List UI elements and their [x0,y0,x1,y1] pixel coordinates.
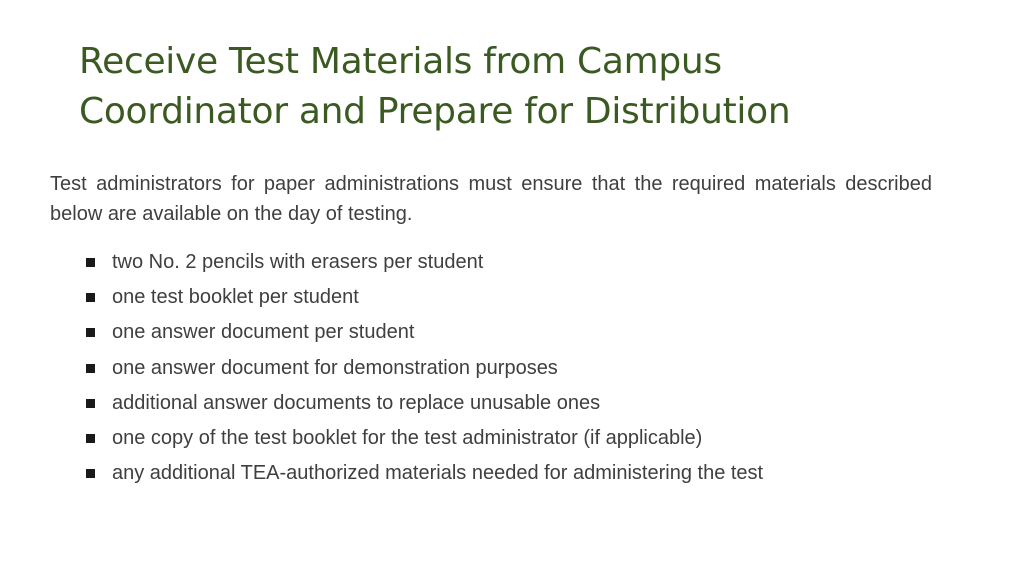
square-bullet-icon [86,328,95,337]
intro-paragraph: Test administrators for paper administrations must ensure that the required materials described below are available on the day of testing. [50,173,932,225]
list-item-text: one answer document per student [112,321,415,344]
list-item [84,353,763,388]
slide-title-line: Receive Test Materials from Campus [79,41,722,82]
list-item [84,423,763,458]
square-bullet-icon [86,399,95,408]
list-item-text: one copy of the test booklet for the test administrator (if applicable) [112,426,703,449]
list-item-text: additional answer documents to replace unusable ones [112,391,601,414]
square-bullet-icon [86,469,95,478]
square-bullet-icon [86,258,95,267]
slide-title [79,37,979,137]
list-item [84,247,763,282]
list-item-text: two No. 2 pencils with erasers per student [112,251,484,273]
square-bullet-icon [86,434,95,443]
materials-list [84,247,763,493]
slide-title-line: Coordinator and Prepare for Distribution [79,91,791,132]
list-item-text: one test booklet per student [112,286,359,309]
square-bullet-icon [86,293,95,302]
list-item [84,458,763,493]
list-item-text: one answer document for demonstration purposes [112,356,558,379]
square-bullet-icon [86,364,95,373]
list-item [84,317,763,352]
list-item [84,282,763,317]
list-item [84,388,763,423]
list-item-text: any additional TEA-authorized materials needed for administering the test [112,462,764,485]
